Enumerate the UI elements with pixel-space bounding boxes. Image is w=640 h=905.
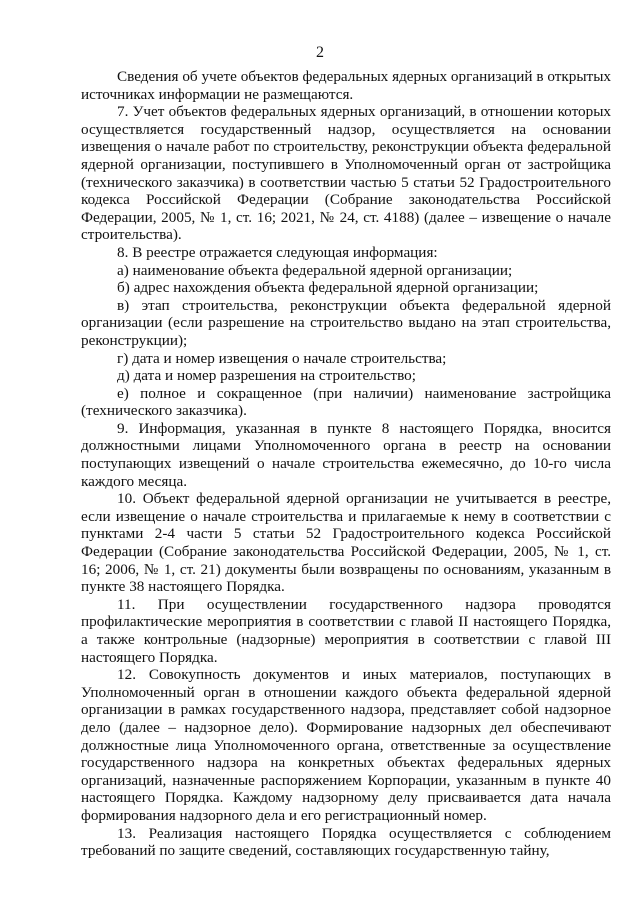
page-number: 2 (316, 44, 324, 61)
list-item: д) дата и номер разрешения на строительство; (117, 367, 416, 385)
paragraph: 9. Информация, указанная в пункте 8 настоящего Порядка, вносится должностными лицами Уполномоченного органа в реестр на основании поступающих извещений о начале строительства ежемесячно, до 10-го числа каждого месяца. (81, 419, 611, 490)
paragraph: Сведения об учете объектов федеральных ядерных организаций в открытых источниках информации не размещаются. (81, 68, 611, 103)
paragraph: 11. При осуществлении государственного надзора проводятся профилактические мероприятия в соответствии с главой II настоящего Порядка, а также контрольные (надзорные) мероприятия в соответствии с главой III настоящего Порядка. (81, 595, 611, 666)
paragraph: 7. Учет объектов федеральных ядерных организаций, в отношении которых осуществляется государственный надзор, осуществляется на основании извещения о начале работ по строительству, реконструкции объекта федеральной ядерной организации, поступившего в Уполномоченный орган от застройщика (технического заказчика) в соответствии частью 5 статьи 52 Градостроительного кодекса Российской Федерации (Собрание законодательства Российской Федерации, 2005, № 1, ст. 16; 2021, № 24, ст. 4188) (далее – извещение о начале строительства). (81, 103, 611, 244)
list-item: г) дата и номер извещения о начале строительства; (117, 349, 447, 367)
document-body (81, 68, 611, 860)
paragraph: 13. Реализация настоящего Порядка осуществляется с соблюдением требований по защите сведений, составляющих государственную тайну, (81, 824, 611, 860)
paragraph: 8. В реестре отражается следующая информация: (117, 243, 438, 261)
paragraph: 12. Совокупность документов и иных материалов, поступающих в Уполномоченный орган в отношении каждого объекта федеральной ядерной организации в рамках государственного надзора, представляет собой надзорное дело (далее – надзорное дело). Формирование надзорных дел обеспечивают должностные лица Уполномоченного органа, ответственные за осуществление государственного надзора на конкретных объектах федеральных ядерных организаций, назначенные распоряжением Корпорации, указанным в пункте 40 настоящего Порядка. Каждому надзорному делу присваивается дата начала формирования надзорного дела и его регистрационный номер. (81, 666, 611, 824)
list-item: б) адрес нахождения объекта федеральной ядерной организации; (117, 279, 539, 297)
list-item: в) этап строительства, реконструкции объекта федеральной ядерной организации (если разрешение на строительство выдано на этап строительства, реконструкции); (81, 296, 611, 349)
paragraph: 10. Объект федеральной ядерной организации не учитывается в реестре, если извещение о начале строительства и прилагаемые к нему в соответствии с пунктами 2-4 части 5 статьи 52 Градостроительного кодекса Российской Федерации (Собрание законодательства Российской Федерации, 2005, № 1, ст. 16; 2006, № 1, ст. 21) документы были возвращены по основаниям, указанным в пункте 38 настоящего Порядка. (81, 490, 611, 596)
list-item: е) полное и сокращенное (при наличии) наименование застройщика (технического заказчика). (81, 384, 611, 420)
list-item: а) наименование объекта федеральной ядерной организации; (117, 261, 513, 279)
